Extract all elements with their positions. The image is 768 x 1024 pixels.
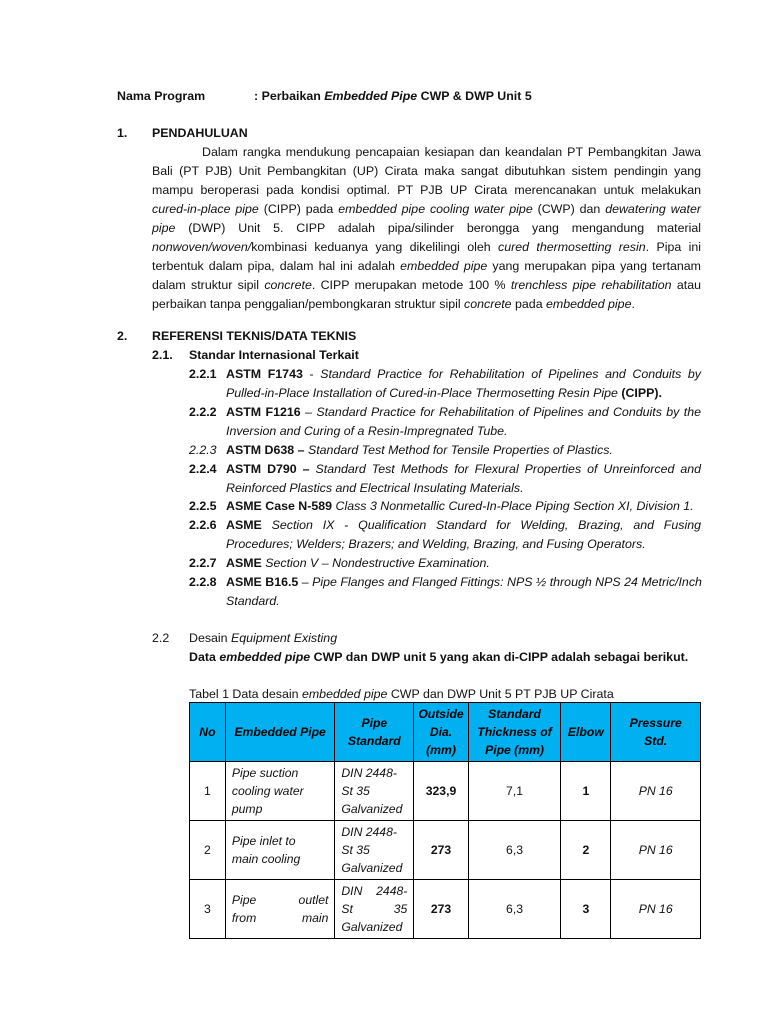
subsection-2-1-number: 2.1. (152, 348, 173, 362)
section1-title: PENDAHULUAN (152, 126, 248, 140)
subsection-2-1-title: Standar Internasional Terkait (189, 348, 359, 362)
ref-number: 2.2.6 (189, 518, 217, 532)
ref-item: ASTM D790 – Standard Test Methods for Flexural Properties of Unreinforced and (226, 462, 701, 476)
ref-item: ASTM D638 – Standard Test Method for Tensile Properties of Plastics. (226, 443, 613, 457)
header-pipe-standard: Pipe Standard (335, 703, 414, 762)
header-embedded-pipe: Embedded Pipe (225, 703, 335, 762)
section2-title: REFERENSI TEKNIS/DATA TEKNIS (152, 329, 357, 343)
header-pressure-std: Pressure Std. (611, 703, 701, 762)
ref-number: 2.2.4 (189, 462, 217, 476)
table-row: 1 Pipe suction cooling water pump DIN 2448- St 35 Galvanized 323,9 7,1 1 PN 16 (190, 762, 701, 821)
program-value: : Perbaikan Embedded Pipe CWP & DWP Unit 5 (254, 89, 532, 103)
ref-item: ASME B16.5 – Pipe Flanges and Flanged Fittings: NPS ½ through NPS 24 Metric/Inch (226, 575, 702, 589)
document-page: Nama Program : Perbaikan Embedded Pipe CWP & DWP Unit 5 1. PENDAHULUAN Dalam rangka mendukung pencapaian kesiapan dan keandalan PT Pembangkitan Jawa Bali (PT PJB) Unit Pembangkitan (UP) Cirata maka sangat dibutuhkan sistem pendingin yang mampu beroperasi pada kondisi optimal. PT PJB UP Cirata merencanakan untuk melakukan cured-in-place pipe (CIPP) pada embedded pipe cooling water pipe (CWP) dan dewatering water pipe (DWP) Unit 5. CIPP adalah pipa/silinder berongga yang mengandung material nonwoven/woven/kombinasi keduanya yang dikelilingi oleh cured thermosetting resin. Pipa ini terbentuk dalam pipa, dalam hal ini adalah embedded pipe yang merupakan pipa yang tertanam dalam struktur sipil concrete. CIPP merupakan metode 100 % trenchless pipe rehabilitation atau perbaikan tanpa penggalian/pembongkaran struktur sipil concrete pada embedded pipe. 2. REFERENSI TEKNIS/DATA TEKNIS 2.1. Standar Internasional Terkait 2.2.1 ASTM F1743 - Standard Practice for Rehabilitation of Pipelines and Conduits by Pulled-in-Place Installation of Cured-in-Place Thermosetting Resin Pipe (CIPP). 2.2.2 ASTM F1216 – Standard Practice for Rehabilitation of Pipelines and Conduits by the Inversion and Curing of a Resin-Impregnated Tube. 2.2.3 ASTM D638 – Standard Test Method for Tensile Properties of Plastics. 2.2.4 ASTM D790 – Standard Test Methods for Flexural Properties of Unreinforced and Reinforced Plastics and Electrical Insulating Materials. 2.2.5 ASME Case N-589 Class 3 Nonmetallic Cured-In-Place Piping Section XI, Division 1. 2.2.6 ASME Section IX - Qualification Standard for Welding, Brazing, and Fusing Procedures; Welders; Brazers; and Welding, Brazing, and Fusing Operators. 2.2.7 ASME Section V – Nondestructive Examination. 2.2.8 ASME B16.5 – Pipe Flanges and Flanged Fittings: NPS ½ through NPS 24 Metric/Inch Standard. 2.2 Desain Equipment Existing Data embedded pipe CWP dan DWP unit 5 yang akan di-CIPP adalah sebagai berikut. Tabel 1 Data desain embedded pipe CWP dan DWP Unit 5 PT PJB UP Cirata No Embedded Pipe Pipe Standard Outside Dia. (mm) Standard Thickness of Pipe (mm) Elbow Pressure Std. 1 Pipe suction cooling water pump DIN 2448- St 35 Galvanized 323,9 7,1 1 PN 16 2 Pipe inlet to main cooling DIN 2448- St 35 Galvanized 273 6,3 2 PN 16 3 Pipe outlet from main DIN 2448- St 35 Galvanized 273 6,3 3 PN 16 (0, 0, 768, 1024)
section2-number: 2. (117, 329, 128, 343)
ref-item: ASME Section IX - Qualification Standard for Welding, Brazing, and Fusing (226, 518, 701, 532)
subsection-2-2-number: 2.2 (152, 631, 170, 645)
ref-number: 2.2.7 (189, 556, 217, 570)
ref-item: ASME Section V – Nondestructive Examination. (226, 556, 490, 570)
ref-number: 2.2.5 (189, 499, 217, 513)
ref-item: ASME Case N-589 Class 3 Nonmetallic Cured-In-Place Piping Section XI, Division 1. (226, 499, 694, 513)
header-no: No (190, 703, 226, 762)
table-row: 2 Pipe inlet to main cooling DIN 2448- St 35 Galvanized 273 6,3 2 PN 16 (190, 821, 701, 880)
section1-number: 1. (117, 126, 128, 140)
table-row: 3 Pipe outlet from main DIN 2448- St 35 Galvanized 273 6,3 3 PN 16 (190, 880, 701, 939)
header-elbow: Elbow (561, 703, 611, 762)
table-caption: Tabel 1 Data desain embedded pipe CWP dan DWP Unit 5 PT PJB UP Cirata (189, 687, 614, 701)
subsection-2-2-title: Desain Equipment Existing (189, 631, 338, 645)
ref-item: ASTM F1216 – Standard Practice for Rehabilitation of Pipelines and Conduits by the (226, 405, 701, 419)
ref-number: 2.2.3 (189, 443, 217, 457)
program-label: Nama Program (117, 89, 206, 103)
table-header-row (190, 703, 701, 762)
pipe-design-table (189, 702, 701, 939)
ref-number: 2.2.1 (189, 367, 217, 381)
subsection-2-2-text: Data embedded pipe CWP dan DWP unit 5 yang akan di-CIPP adalah sebagai berikut. (189, 650, 689, 664)
header-thickness: Standard Thickness of Pipe (mm) (468, 703, 561, 762)
header-outside-dia: Outside Dia. (mm) (414, 703, 468, 762)
ref-number: 2.2.2 (189, 405, 217, 419)
ref-number: 2.2.8 (189, 575, 217, 589)
ref-item: ASTM F1743 - Standard Practice for Rehabilitation of Pipelines and Conduits by (226, 367, 701, 381)
